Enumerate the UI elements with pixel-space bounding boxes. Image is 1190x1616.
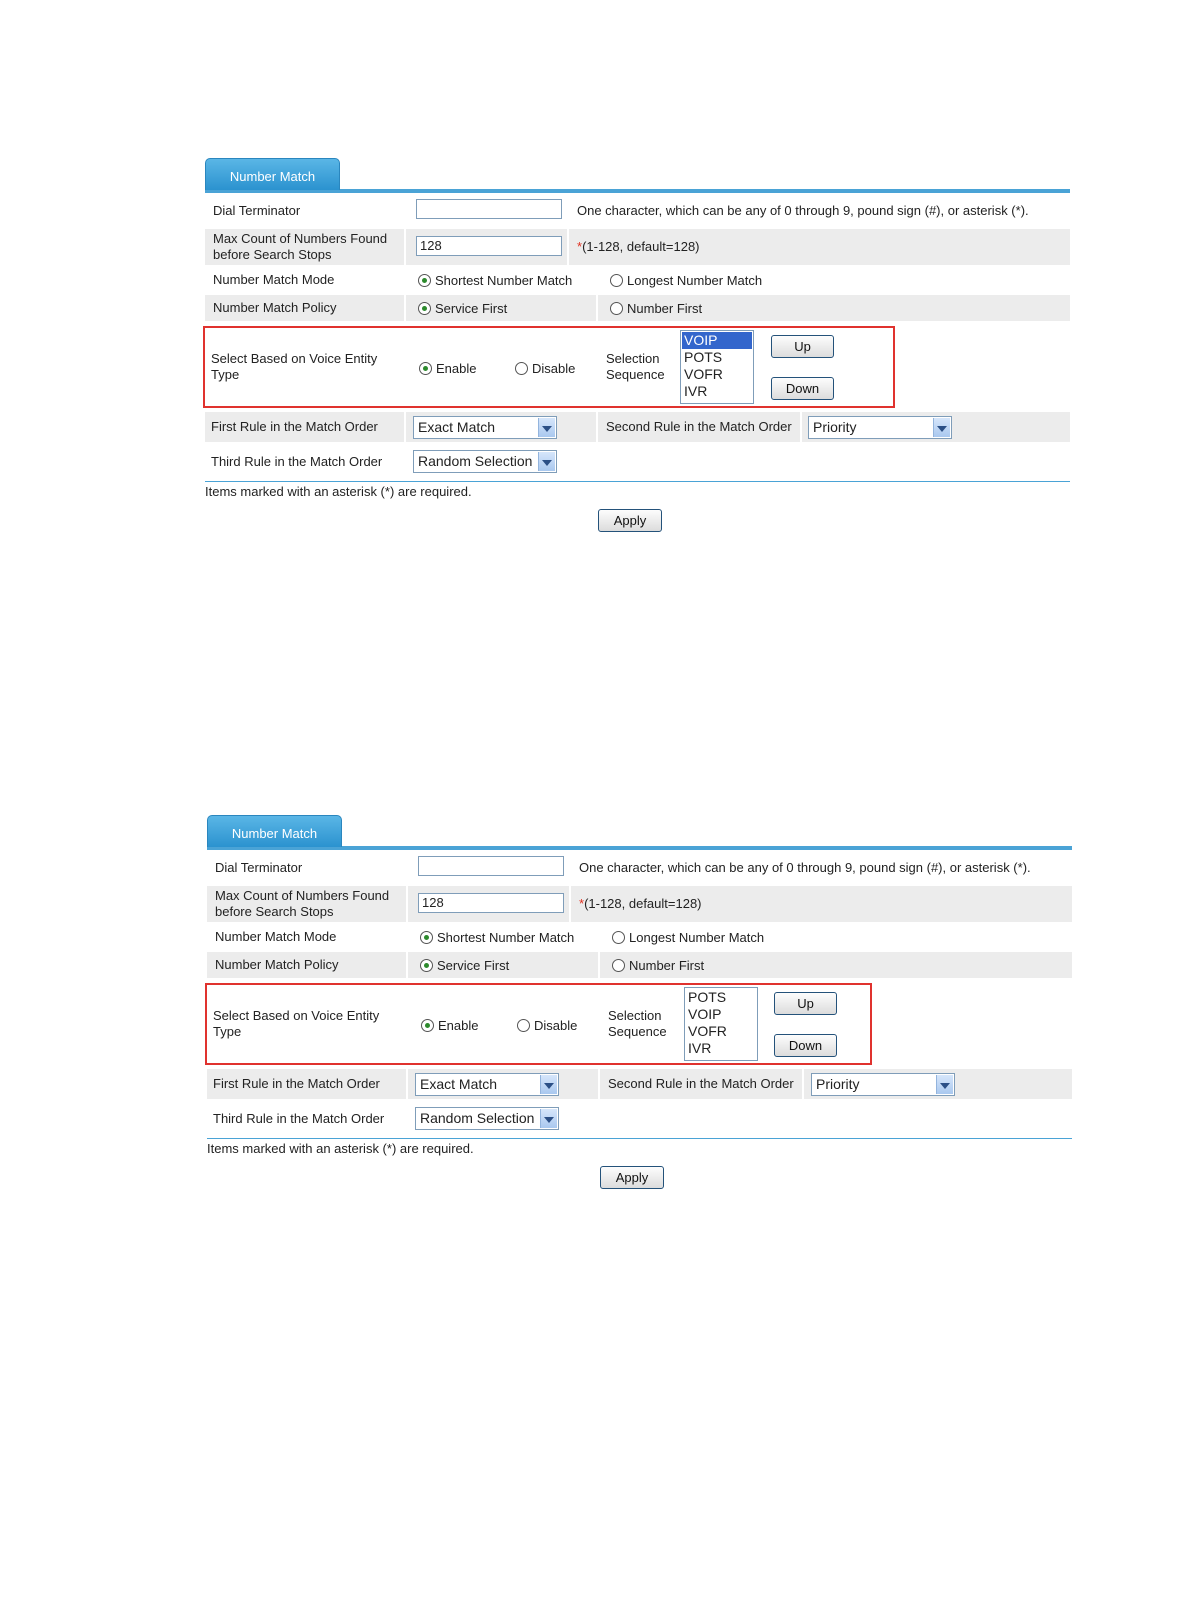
- tab-bar: [207, 812, 1072, 850]
- dial-terminator-label: Dial Terminator: [215, 860, 303, 875]
- radio-unselected-icon: [612, 959, 625, 972]
- divider: [207, 1138, 1072, 1139]
- match-mode-label: Number Match Mode: [213, 272, 335, 287]
- max-count-label: Max Count of Numbers Found before Search Stops: [215, 888, 390, 919]
- first-rule-select[interactable]: Exact Match: [415, 1073, 559, 1096]
- list-item[interactable]: VOFR: [684, 366, 723, 382]
- third-rule-row: [207, 1103, 1072, 1133]
- tab-number-match[interactable]: Number Match: [207, 815, 342, 847]
- voice-entity-label: Select Based on Voice Entity Type: [211, 351, 378, 382]
- radio-longest-number-match[interactable]: Longest Number Match: [610, 273, 762, 289]
- list-item[interactable]: POTS: [684, 349, 723, 365]
- radio-selected-icon: [420, 931, 433, 944]
- max-count-label: Max Count of Numbers Found before Search Stops: [213, 231, 388, 262]
- selection-sequence-list[interactable]: [684, 987, 758, 1061]
- required-note: Items marked with an asterisk (*) are required.: [205, 484, 472, 499]
- match-policy-label: Number Match Policy: [215, 957, 339, 972]
- radio-enable[interactable]: Enable: [419, 361, 476, 377]
- list-item[interactable]: IVR: [688, 1040, 712, 1056]
- radio-unselected-icon: [610, 274, 623, 287]
- radio-unselected-icon: [515, 362, 528, 375]
- radio-shortest-number-match[interactable]: Shortest Number Match: [420, 930, 574, 946]
- list-item[interactable]: VOIP: [688, 1006, 722, 1022]
- divider: [205, 481, 1070, 482]
- required-note: Items marked with an asterisk (*) are required.: [207, 1141, 474, 1156]
- dial-terminator-hint: One character, which can be any of 0 through 9, pound sign (#), or asterisk (*).: [579, 860, 1031, 875]
- first-second-rule-row: [207, 1069, 1072, 1099]
- third-rule-label: Third Rule in the Match Order: [211, 454, 383, 469]
- radio-unselected-icon: [610, 302, 623, 315]
- list-item[interactable]: VOFR: [688, 1023, 727, 1039]
- number-match-panel-1: [205, 155, 1070, 528]
- required-mark: *: [577, 239, 583, 254]
- apply-button[interactable]: Apply: [600, 1166, 664, 1189]
- chevron-down-icon: [538, 418, 555, 437]
- max-count-row: [205, 229, 1070, 265]
- max-count-input[interactable]: 128: [418, 893, 564, 913]
- match-mode-row: [205, 267, 1070, 293]
- selection-sequence-list[interactable]: [680, 330, 754, 404]
- apply-button[interactable]: Apply: [598, 509, 662, 532]
- up-button[interactable]: Up: [771, 335, 834, 358]
- radio-disable[interactable]: Disable: [517, 1018, 577, 1034]
- list-item[interactable]: VOIP: [682, 332, 752, 349]
- third-rule-row: [205, 446, 1070, 476]
- dial-terminator-hint: One character, which can be any of 0 through 9, pound sign (#), or asterisk (*).: [577, 203, 1029, 218]
- third-rule-select[interactable]: Random Selection: [415, 1107, 559, 1130]
- max-count-input[interactable]: 128: [416, 236, 562, 256]
- up-button[interactable]: Up: [774, 992, 837, 1015]
- second-rule-label: Second Rule in the Match Order: [606, 419, 792, 434]
- second-rule-select[interactable]: Priority: [811, 1073, 955, 1096]
- radio-number-first[interactable]: Number First: [612, 958, 704, 974]
- radio-shortest-number-match[interactable]: Shortest Number Match: [418, 273, 572, 289]
- radio-disable[interactable]: Disable: [515, 361, 575, 377]
- dial-terminator-label: Dial Terminator: [213, 203, 301, 218]
- radio-selected-icon: [421, 1019, 434, 1032]
- chevron-down-icon: [933, 418, 950, 437]
- required-mark: *: [579, 896, 585, 911]
- dial-terminator-input[interactable]: [416, 199, 562, 219]
- first-rule-select[interactable]: Exact Match: [413, 416, 557, 439]
- chevron-down-icon: [540, 1075, 557, 1094]
- radio-selected-icon: [419, 362, 432, 375]
- dial-terminator-row: [207, 852, 1072, 884]
- list-item[interactable]: POTS: [688, 989, 727, 1005]
- second-rule-select[interactable]: Priority: [808, 416, 952, 439]
- match-policy-label: Number Match Policy: [213, 300, 337, 315]
- second-rule-label: Second Rule in the Match Order: [608, 1076, 794, 1091]
- voice-entity-row: [207, 985, 1072, 1063]
- third-rule-select[interactable]: Random Selection: [413, 450, 557, 473]
- radio-number-first[interactable]: Number First: [610, 301, 702, 317]
- radio-service-first[interactable]: Service First: [418, 301, 507, 317]
- list-item[interactable]: IVR: [684, 383, 708, 399]
- radio-selected-icon: [418, 274, 431, 287]
- number-match-panel-2: [207, 812, 1072, 1185]
- max-count-hint: *(1-128, default=128): [579, 896, 702, 911]
- radio-selected-icon: [420, 959, 433, 972]
- selection-sequence-label: Selection Sequence: [608, 1008, 667, 1039]
- chevron-down-icon: [540, 1109, 557, 1128]
- tab-number-match[interactable]: Number Match: [205, 158, 340, 190]
- radio-enable[interactable]: Enable: [421, 1018, 478, 1034]
- tab-bar: [205, 155, 1070, 193]
- match-policy-row: [207, 952, 1072, 978]
- chevron-down-icon: [538, 452, 555, 471]
- radio-service-first[interactable]: Service First: [420, 958, 509, 974]
- radio-unselected-icon: [517, 1019, 530, 1032]
- match-mode-row: [207, 924, 1072, 950]
- down-button[interactable]: Down: [774, 1034, 837, 1057]
- radio-unselected-icon: [612, 931, 625, 944]
- voice-entity-label: Select Based on Voice Entity Type: [213, 1008, 380, 1039]
- match-policy-row: [205, 295, 1070, 321]
- radio-longest-number-match[interactable]: Longest Number Match: [612, 930, 764, 946]
- dial-terminator-row: [205, 195, 1070, 227]
- voice-entity-row: [205, 328, 1070, 406]
- max-count-row: [207, 886, 1072, 922]
- max-count-hint: *(1-128, default=128): [577, 239, 700, 254]
- chevron-down-icon: [936, 1075, 953, 1094]
- radio-selected-icon: [418, 302, 431, 315]
- first-second-rule-row: [205, 412, 1070, 442]
- third-rule-label: Third Rule in the Match Order: [213, 1111, 385, 1126]
- first-rule-label: First Rule in the Match Order: [213, 1076, 380, 1091]
- first-rule-label: First Rule in the Match Order: [211, 419, 378, 434]
- down-button[interactable]: Down: [771, 377, 834, 400]
- selection-sequence-label: Selection Sequence: [606, 351, 665, 382]
- dial-terminator-input[interactable]: [418, 856, 564, 876]
- match-mode-label: Number Match Mode: [215, 929, 337, 944]
